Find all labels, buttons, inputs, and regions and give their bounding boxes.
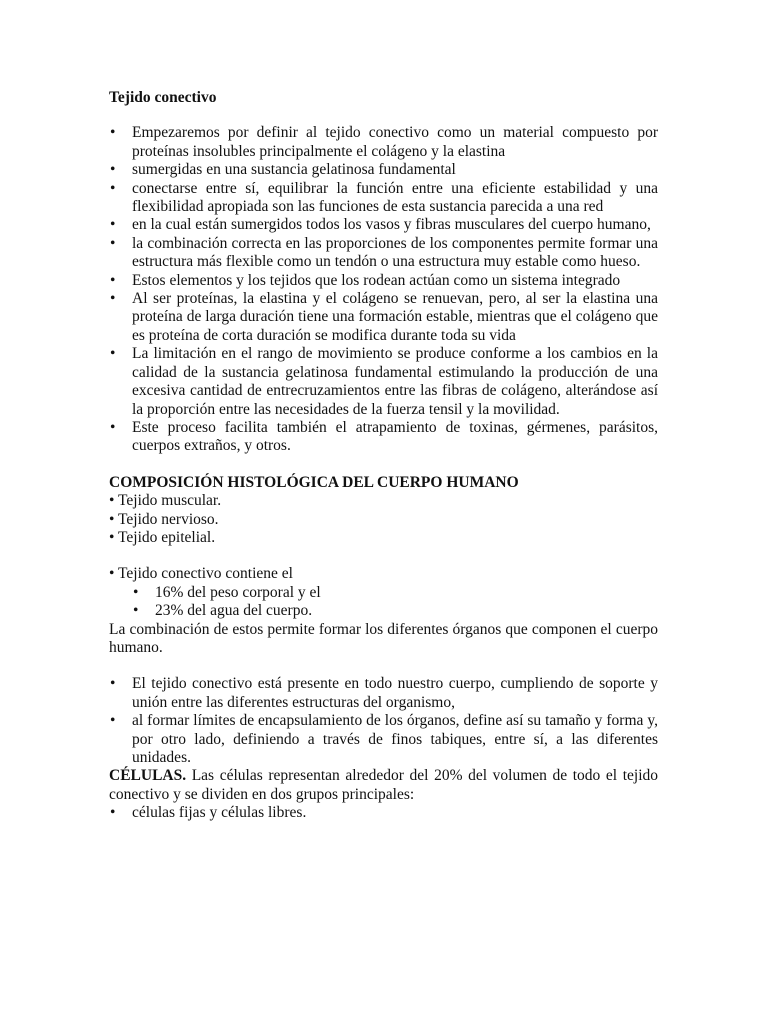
list-item: • células fijas y células libres. xyxy=(109,804,658,822)
list-item: • Estos elementos y los tejidos que los rodean actúan como un sistema integrado xyxy=(109,272,658,290)
list-item: • en la cual están sumergidos todos los vasos y fibras musculares del cuerpo humano, xyxy=(109,216,658,234)
cells-paragraph xyxy=(109,767,658,804)
connective-line: • Tejido conectivo contiene el xyxy=(109,565,293,583)
list-item: • Este proceso facilita también el atrapamiento de toxinas, gérmenes, parásitos, cuerpos extraños, y otros. xyxy=(109,419,658,456)
presence-bullet-list xyxy=(109,675,658,767)
cells-text: Las células representan alrededor del 20% del volumen de todo el tejido conectivo y se dividen en dos grupos principales: xyxy=(109,767,658,803)
list-item: • sumergidas en una sustancia gelatinosa fundamental xyxy=(109,161,658,179)
list-item: • conectarse entre sí, equilibrar la función entre una eficiente estabilidad y una flexibilidad apropiada son las funciones de esta sustancia parecida a una red xyxy=(109,180,658,217)
list-item: • 23% del agua del cuerpo. xyxy=(132,602,658,620)
page-title: Tejido conectivo xyxy=(109,89,217,106)
spacer xyxy=(109,657,658,675)
combination-paragraph: La combinación de estos permite formar los diferentes órganos que componen el cuerpo humano. xyxy=(109,620,658,656)
composition-item: • Tejido muscular. xyxy=(109,492,222,510)
connective-sub-list xyxy=(109,584,658,621)
list-item: • El tejido conectivo está presente en todo nuestro cuerpo, cumpliendo de soporte y unión entre las diferentes estructuras del organismo, xyxy=(109,675,658,712)
spacer xyxy=(109,456,658,474)
list-item: • Empezaremos por definir al tejido conectivo como un material compuesto por proteínas insolubles principalmente el colágeno y la elastina xyxy=(109,124,658,161)
composition-item: • Tejido nervioso. xyxy=(109,510,219,528)
list-item: • Al ser proteínas, la elastina y el colágeno se renuevan, pero, al ser la elastina una proteína de larga duración tiene una formación estable, mientras que el colágeno que es proteína de corta duración se modifica durante toda su vida xyxy=(109,290,658,345)
intro-bullet-list xyxy=(109,124,658,455)
list-item: • al formar límites de encapsulamiento de los órganos, define así su tamaño y forma y, por otro lado, definiendo a través de finos tabiques, entre sí, a las diferentes unidades. xyxy=(109,712,658,767)
list-item: • la combinación correcta en las proporciones de los componentes permite formar una estructura más flexible como un tendón o una estructura muy estable como hueso. xyxy=(109,235,658,272)
cells-bullet-list xyxy=(109,804,658,822)
spacer xyxy=(109,547,658,565)
list-item: • 16% del peso corporal y el xyxy=(132,584,658,602)
composition-item: • Tejido epitelial. xyxy=(109,528,216,546)
list-item: • La limitación en el rango de movimiento se produce conforme a los cambios en la calidad de la sustancia gelatinosa fundamental estimulando la producción de una excesiva cantidad de entrecruzamientos entre las fibras de colágeno, alterándose así la proporción entre las necesidades de la fuerza tensil y la movilidad. xyxy=(109,345,658,419)
cells-label: CÉLULAS. xyxy=(109,767,187,785)
section-heading-composition: COMPOSICIÓN HISTOLÓGICA DEL CUERPO HUMANO xyxy=(109,473,519,491)
